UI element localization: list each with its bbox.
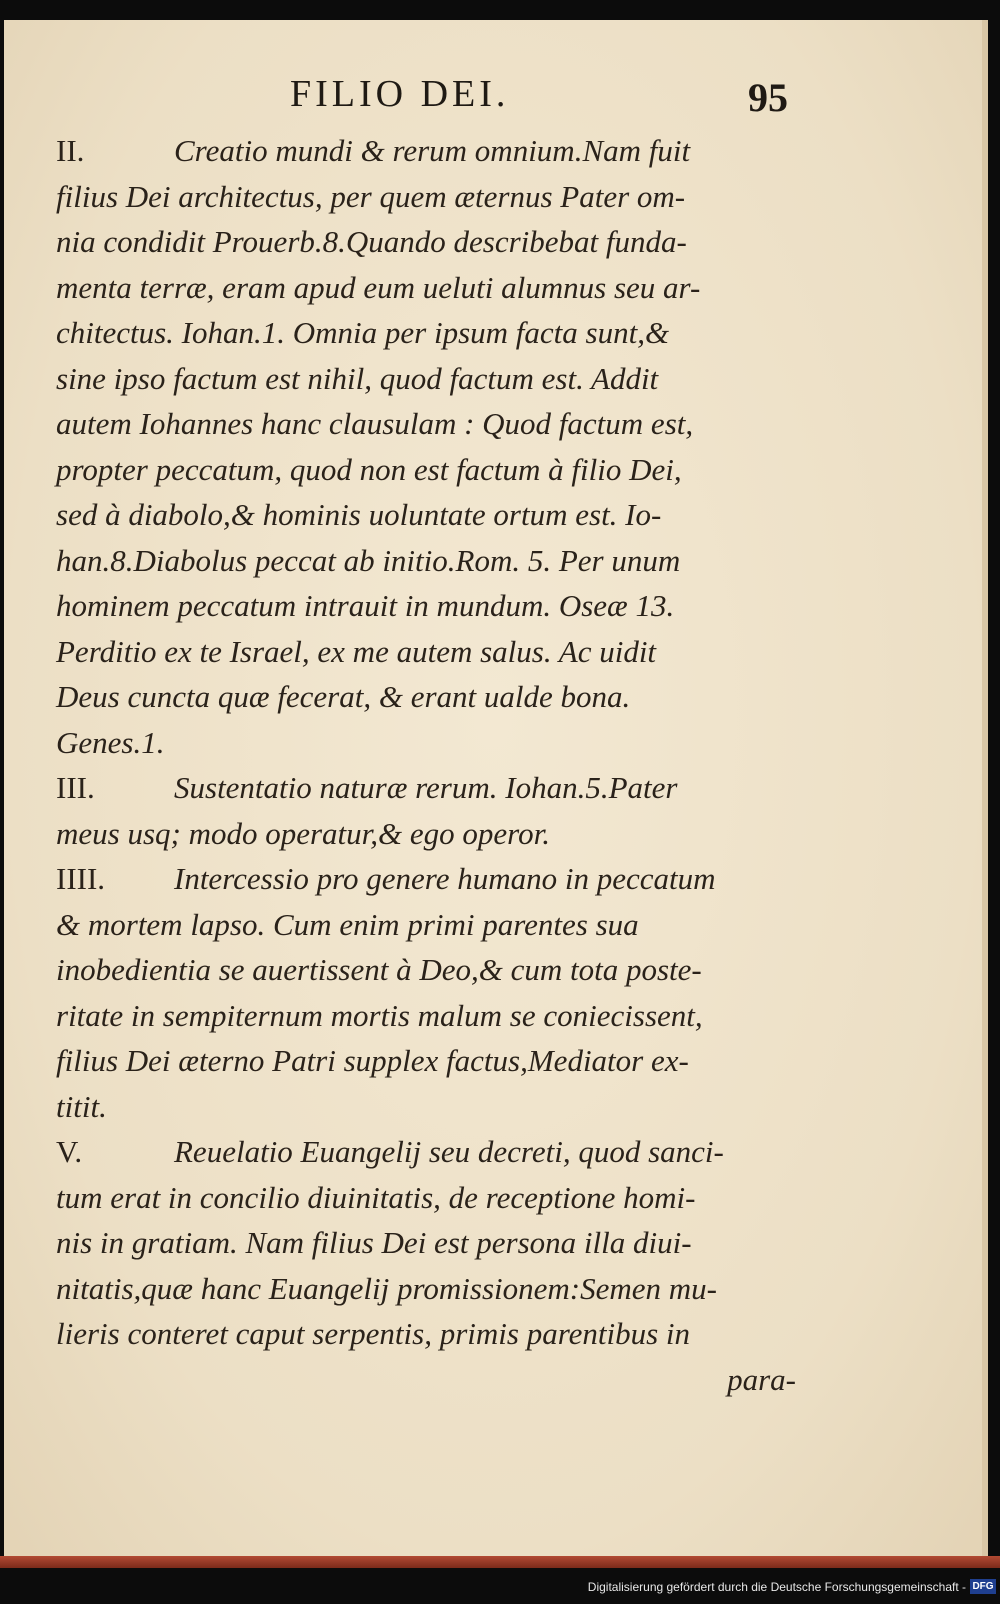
text-line	[56, 765, 796, 811]
line-text: chitectus. Iohan.1. Omnia per ipsum facta sunt,&	[56, 315, 670, 350]
line-text: sed à diabolo,& hominis uoluntate ortum est. Io-	[56, 497, 662, 532]
line-text: menta terræ, eram apud eum ueluti alumnus seu ar-	[56, 269, 701, 305]
line-text: meus usq; modo operatur,& ego operor.	[56, 815, 550, 851]
page-edge	[0, 1556, 1000, 1568]
line-text: lieris conteret caput serpentis, primis parentibus in	[56, 1316, 691, 1351]
line-text: autem Iohannes hanc clausulam : Quod factum est,	[56, 406, 694, 441]
text-line	[56, 1084, 796, 1130]
text-line	[56, 811, 796, 857]
text-line	[56, 856, 796, 902]
text-line	[56, 128, 796, 174]
text-line	[56, 310, 796, 356]
text-line	[56, 1266, 796, 1312]
body-text	[56, 128, 796, 1402]
line-text: Perditio ex te Israel, ex me autem salus. Ac uidit	[56, 633, 657, 669]
text-line	[56, 174, 796, 220]
line-text: Genes.1.	[56, 724, 165, 760]
line-text: nis in gratiam. Nam filius Dei est persona illa diui-	[56, 1225, 692, 1260]
footer-credit: Digitalisierung gefördert durch die Deutsche Forschungsgemeinschaft -	[587, 1580, 966, 1594]
line-text: & mortem lapso. Cum enim primi parentes sua	[56, 906, 639, 942]
line-text: nia condidit Prouerb.8.Quando describebat funda-	[56, 224, 687, 259]
line-text: hominem peccatum intrauit in mundum. Oseæ 13.	[56, 588, 675, 623]
text-line	[56, 902, 796, 948]
line-text: filius Dei architectus, per quem æternus Pater om-	[56, 178, 686, 214]
text-line	[56, 1129, 796, 1175]
line-text: Sustentatio naturæ rerum. Iohan.5.Pater	[174, 770, 678, 805]
text-line	[56, 1311, 796, 1357]
line-text: ritate in sempiternum mortis malum se coniecissent,	[56, 997, 703, 1033]
text-line	[56, 1175, 796, 1221]
line-text: tum erat in concilio diuinitatis, de receptione homi-	[56, 1179, 696, 1215]
line-text: titit.	[56, 1088, 107, 1124]
line-text: Intercessio pro genere humano in peccatum	[174, 861, 716, 896]
text-line	[56, 947, 796, 993]
text-line	[56, 629, 796, 675]
text-line	[56, 674, 796, 720]
text-line	[56, 1038, 796, 1084]
text-line	[56, 492, 796, 538]
text-line	[56, 538, 796, 584]
section-number: V.	[56, 1134, 83, 1169]
text-line	[56, 265, 796, 311]
line-text: filius Dei æterno Patri supplex factus,Mediator ex-	[56, 1043, 689, 1078]
text-line	[56, 993, 796, 1039]
text-line	[56, 401, 796, 447]
line-text: nitatis,quæ hanc Euangelij promissionem:Semen mu-	[56, 1270, 717, 1306]
line-text: inobedientia se auertissent à Deo,& cum tota poste-	[56, 952, 702, 987]
page-number: 95	[748, 75, 788, 120]
running-head: FILIO DEI.	[290, 73, 510, 115]
text-line	[56, 1220, 796, 1266]
section-number: III.	[56, 770, 95, 805]
section-number: II.	[56, 133, 85, 168]
catchword: para-	[727, 1361, 796, 1397]
line-text: Deus cuncta quæ fecerat, & erant ualde bona.	[56, 679, 631, 714]
text-line	[56, 720, 796, 766]
text-line	[56, 219, 796, 265]
dfg-logo-icon: DFG	[970, 1579, 996, 1594]
line-text: Reuelatio Euangelij seu decreti, quod sanci-	[174, 1134, 724, 1169]
text-line	[56, 356, 796, 402]
line-text: propter peccatum, quod non est factum à filio Dei,	[56, 451, 682, 487]
text-line	[56, 447, 796, 493]
line-text: sine ipso factum est nihil, quod factum est. Addit	[56, 360, 659, 396]
section-number: IIII.	[56, 861, 106, 896]
line-text: han.8.Diabolus peccat ab initio.Rom. 5. Per unum	[56, 542, 681, 578]
footer	[0, 1578, 1000, 1598]
text-line	[56, 583, 796, 629]
line-text: Creatio mundi & rerum omnium.Nam fuit	[174, 133, 691, 168]
